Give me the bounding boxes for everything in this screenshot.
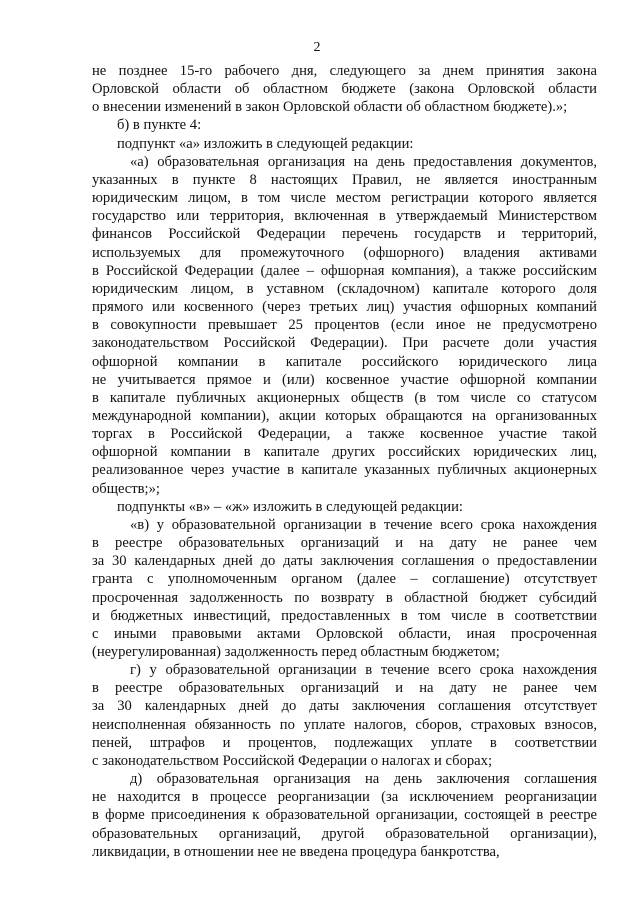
text-line: неисполненная обязанность по уплате налогов, сборов, страховых взносов, <box>92 716 597 733</box>
text-line: в Российской Федерации (далее – офшорная компания), а также российским <box>92 262 597 279</box>
paragraph <box>92 116 597 134</box>
text-line: д) образовательная организация на день заключения соглашения <box>130 771 597 788</box>
text-line: в капитале публичных акционерных обществ (в том числе со статусом <box>92 389 597 406</box>
text-line: за 30 календарных дней до даты заключения соглашения отсутствует <box>92 698 597 715</box>
text-line: реализованное через участие в капитале указанных публичных акционерных <box>92 462 597 479</box>
text-line: Орловской области об областном бюджете (закона Орловской области <box>92 81 597 98</box>
paragraph <box>92 661 597 770</box>
paragraph <box>92 498 597 516</box>
text-line: не позднее 15-го рабочего дня, следующего за днем принятия закона <box>92 63 597 79</box>
text-line: международной компании), акции которых обращаются на организованных <box>92 407 597 424</box>
text-line: с иными правовыми актами Орловской области, иная просроченная <box>92 625 597 642</box>
text-line: с законодательством Российской Федерации о налогах и сборах; <box>92 752 493 769</box>
paragraph <box>92 770 597 861</box>
text-line: торгах в Российской Федерации, а также косвенное участие такой <box>92 426 597 443</box>
text-line: в реестре образовательных организаций и на дату не ранее чем <box>92 680 597 697</box>
text-line: в реестре образовательных организаций и на дату не ранее чем <box>92 535 597 552</box>
paragraph <box>92 135 597 153</box>
text-line: ликвидации, в отношении нее не введена процедура банкротства, <box>92 843 500 860</box>
paragraph <box>92 153 597 498</box>
text-line: и бюджетных инвестиций, предоставленных в том числе в соответствии <box>92 607 597 624</box>
text-line: юридическим лицом, в уставном (складочном) капитале которого доля <box>92 280 597 297</box>
text-line: в совокупности превышает 25 процентов (если иное не предусмотрено <box>92 317 597 334</box>
text-line: юридическим лицом, в том числе местом регистрации которого является <box>92 190 597 207</box>
paragraph <box>92 62 597 116</box>
text-line: офшорной компании в капитале других российских юридических лиц, <box>92 444 597 461</box>
page-number: 2 <box>313 40 321 55</box>
text-line: о внесении изменений в закон Орловской области об областном бюджете).»; <box>92 99 568 116</box>
text-line: подпункты «в» – «ж» изложить в следующей редакции: <box>117 498 463 515</box>
text-line: государство или территория, включенная в утверждаемый Министерством <box>92 208 597 225</box>
text-line: (неурегулированная) задолженность перед областным бюджетом; <box>92 644 500 660</box>
paragraph <box>92 516 597 661</box>
text-line: гранта с уполномоченным органом (далее – соглашение) отсутствует <box>92 571 597 588</box>
text-line: указанных в пункте 8 настоящих Правил, не является иностранным <box>92 171 597 188</box>
text-line: «а) образовательная организация на день предоставления документов, <box>130 153 597 170</box>
text-line: офшорной компании в капитале российского юридического лица <box>92 353 597 370</box>
text-line: финансов Российской Федерации перечень государств и территорий, <box>92 226 597 243</box>
text-line: образовательных организаций, другой образовательной организации), <box>92 825 597 842</box>
text-line: пеней, штрафов и процентов, подлежащих уплате в соответствии <box>92 734 597 751</box>
text-line: законодательством Российской Федерации). При расчете доли участия <box>92 335 597 352</box>
text-line: обществ;»; <box>92 480 160 497</box>
text-line: б) в пункте 4: <box>117 117 202 134</box>
text-line: не находится в процессе реорганизации (за исключением реорганизации <box>92 789 597 806</box>
text-line: не учитывается прямое и (или) косвенное участие офшорной компании <box>92 371 597 388</box>
text-line: «в) у образовательной организации в течение всего срока нахождения <box>130 516 597 533</box>
text-line: используемых для промежуточного (офшорного) владения активами <box>92 244 597 261</box>
text-line: в форме присоединения к образовательной организации, состоящей в реестре <box>92 807 597 824</box>
text-line: за 30 календарных дней до даты заключения соглашения о предоставлении <box>92 553 597 570</box>
text-line: просроченная задолженность по возврату в областной бюджет субсидий <box>92 589 597 606</box>
document-body <box>92 62 597 861</box>
text-line: подпункт «а» изложить в следующей редакции: <box>117 135 414 152</box>
text-line: г) у образовательной организации в течение всего срока нахождения <box>130 662 597 679</box>
text-line: прямого или косвенного (через третьих лиц) участия офшорных компаний <box>92 299 597 316</box>
